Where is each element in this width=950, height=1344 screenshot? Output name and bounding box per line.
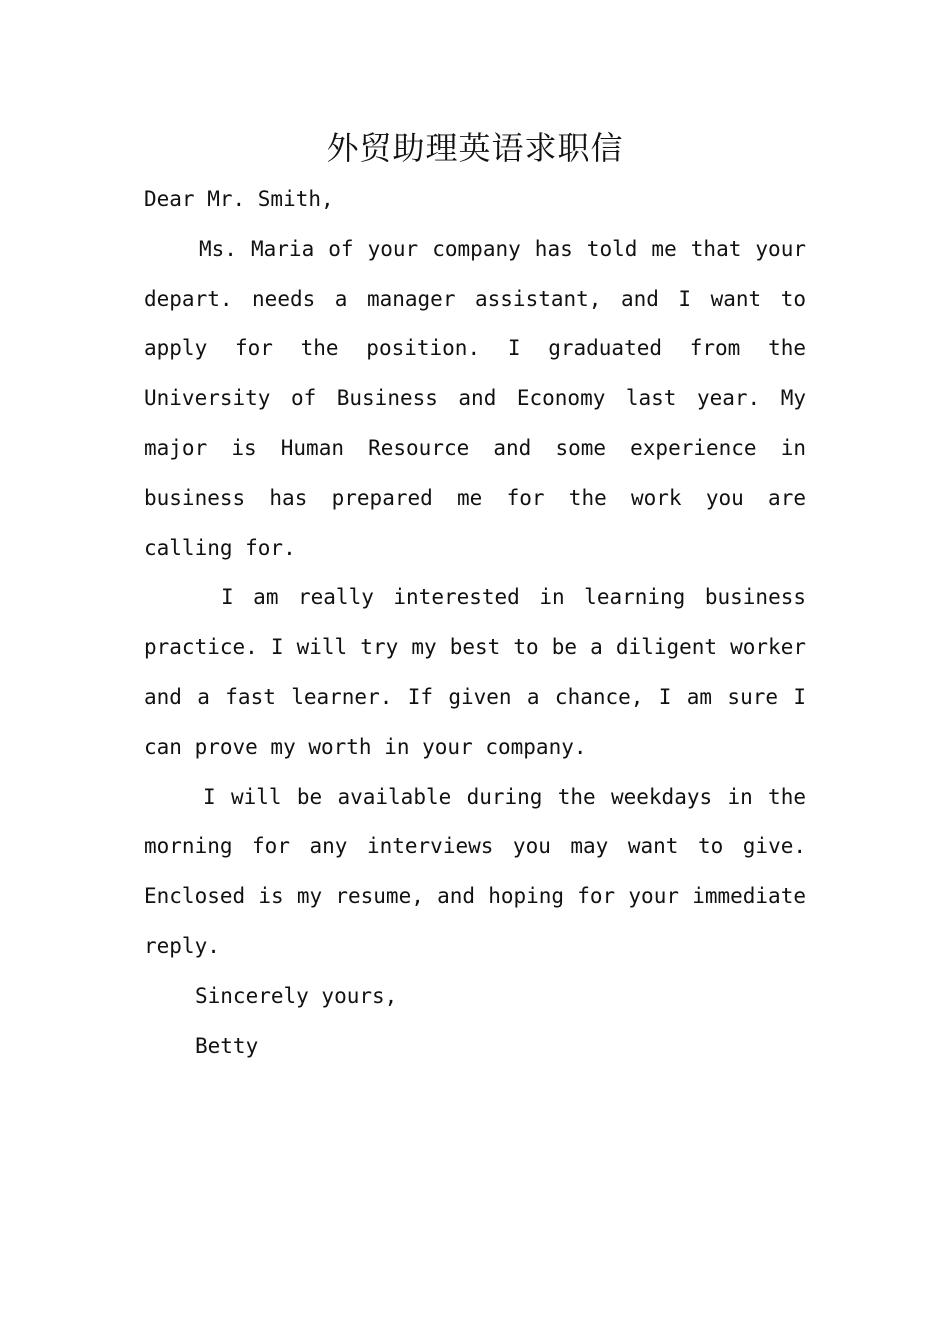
paragraph-1: Ms. Maria of your company has told me that your depart. needs a manager assistant, and I want to apply for the position. I graduated from the University of Business and Economy last year. My major is Human Resource and some experience in business has prepared me for the work you are calling for. [144, 236, 806, 560]
closing: Sincerely yours, [195, 983, 398, 1008]
signature: Betty [195, 1033, 259, 1058]
paragraph-2: I am really interested in learning business practice. I will try my best to be a diligent worker and a fast learner. If given a chance, I am sure I can prove my worth in your company. [144, 585, 806, 759]
salutation: Dear Mr. Smith, [144, 187, 334, 211]
paragraph-3: I will be available during the weekdays in the morning for any interviews you may want to give. Enclosed is my resume, and hoping for your immediate reply. [144, 784, 806, 958]
document-title: 外贸助理英语求职信 [326, 129, 624, 167]
letter-body [144, 175, 806, 1071]
